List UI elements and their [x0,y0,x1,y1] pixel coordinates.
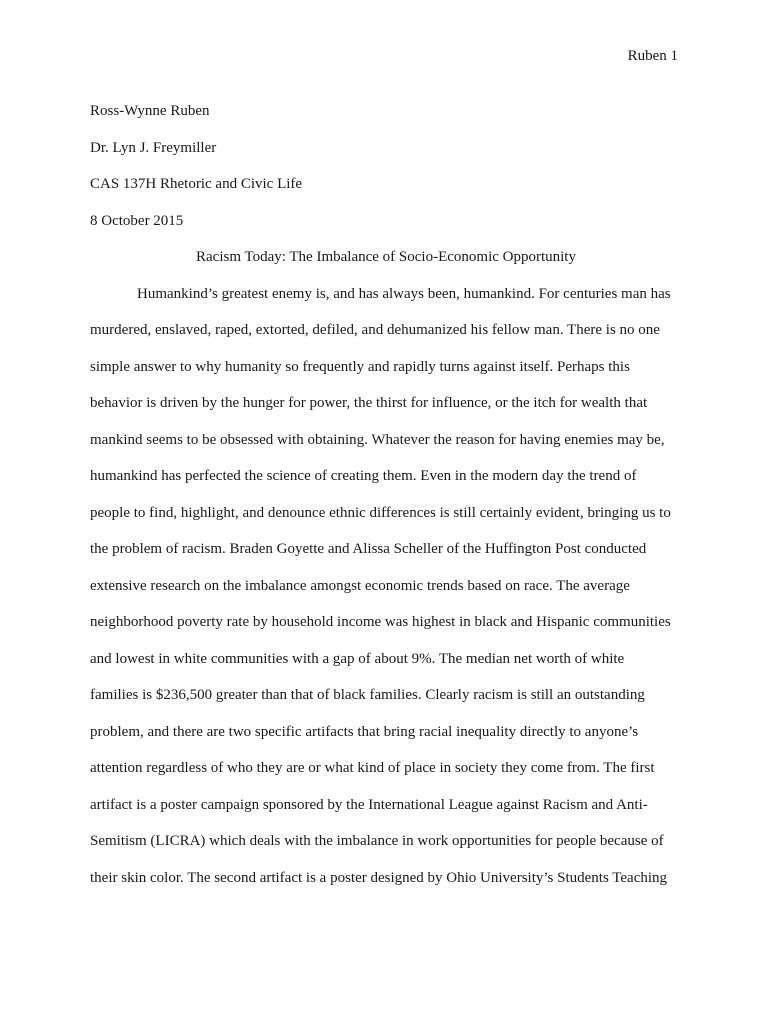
running-head: Ruben 1 [627,48,678,64]
body-line: murdered, enslaved, raped, extorted, defiled, and dehumanized his fellow man. There is no one [90,322,660,338]
course-name: CAS 137H Rhetoric and Civic Life [90,176,303,192]
body-line: extensive research on the imbalance amongst economic trends based on race. The average [90,577,630,594]
document-title: Racism Today: The Imbalance of Socio-Economic Opportunity [196,249,576,265]
instructor-name: Dr. Lyn J. Freymiller [90,139,217,156]
body-line: artifact is a poster campaign sponsored by the International League against Racism and Anti- [90,796,648,813]
body-paragraph [90,276,682,897]
body-line: and lowest in white communities with a gap of about 9%. The median net worth of white [90,650,625,667]
body-line: simple answer to why humanity so frequently and rapidly turns against itself. Perhaps this [90,358,630,375]
body-line: problem, and there are two specific artifacts that bring racial inequality directly to anyone’s [90,723,639,740]
body-line: families is $236,500 greater than that of black families. Clearly racism is still an outstanding [90,687,645,703]
body-line: behavior is driven by the hunger for power, the thirst for influence, or the itch for wealth that [90,395,648,411]
author-name: Ross-Wynne Ruben [90,103,210,119]
body-line: the problem of racism. Braden Goyette and Alissa Scheller of the Huffington Post conducted [90,541,647,557]
document-content [90,93,682,896]
body-line: mankind seems to be obsessed with obtaining. Whatever the reason for having enemies may be, [90,431,665,448]
document-date: 8 October 2015 [90,212,184,229]
body-line: their skin color. The second artifact is a poster designed by Ohio University’s Students Teaching [90,869,668,886]
body-line: people to find, highlight, and denounce ethnic differences is still certainly evident, bringing us to [90,504,671,521]
body-line: attention regardless of who they are or what kind of place in society they come from. The first [90,760,655,776]
body-line: neighborhood poverty rate by household income was highest in black and Hispanic communities [90,614,671,630]
body-line: Semitism (LICRA) which deals with the imbalance in work opportunities for people because of [90,833,664,849]
body-line: humankind has perfected the science of creating them. Even in the modern day the trend of [90,468,637,484]
body-line: Humankind’s greatest enemy is, and has always been, humankind. For centuries man has [137,285,671,302]
